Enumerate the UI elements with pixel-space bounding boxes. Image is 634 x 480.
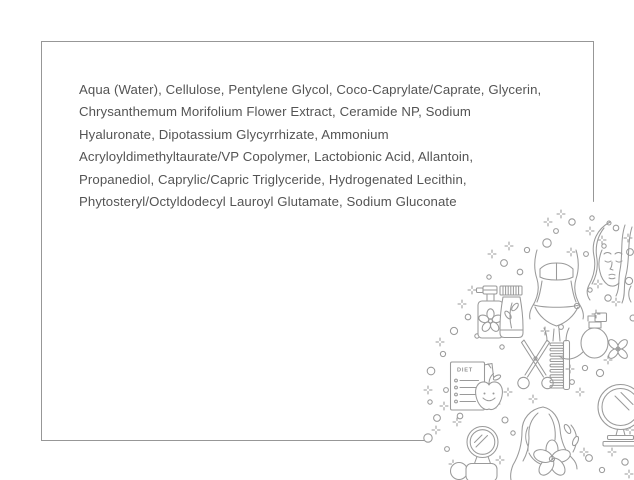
ingredients-line: Aqua (Water), Cellulose, Pentylene Glycol, Coco-Caprylate/Caprate, Glycerin, bbox=[79, 82, 542, 97]
diet-label: DIET bbox=[457, 367, 473, 374]
ingredients-line: Chrysanthemum Morifolium Flower Extract, Ceramide NP, Sodium bbox=[79, 104, 471, 120]
ingredients-line: Hyaluronate, Dipotassium Glycyrrhizate, Ammonium bbox=[79, 126, 389, 142]
cream-tube-icon bbox=[500, 286, 523, 338]
ingredients-line: Propanediol, Caprylic/Capric Triglyceride, Hydrogenated Lecithin, bbox=[79, 171, 467, 187]
powder-puff-icon bbox=[451, 463, 468, 480]
ingredients-line: Phytosteryl/Octyldodecyl Lauroyl Glutamate, Sodium Gluconate bbox=[79, 194, 457, 210]
beauty-illustration bbox=[380, 180, 634, 480]
ingredients-line: Acryloyldimethyltaurate/VP Copolymer, Lactobionic Acid, Allantoin, bbox=[79, 149, 474, 165]
